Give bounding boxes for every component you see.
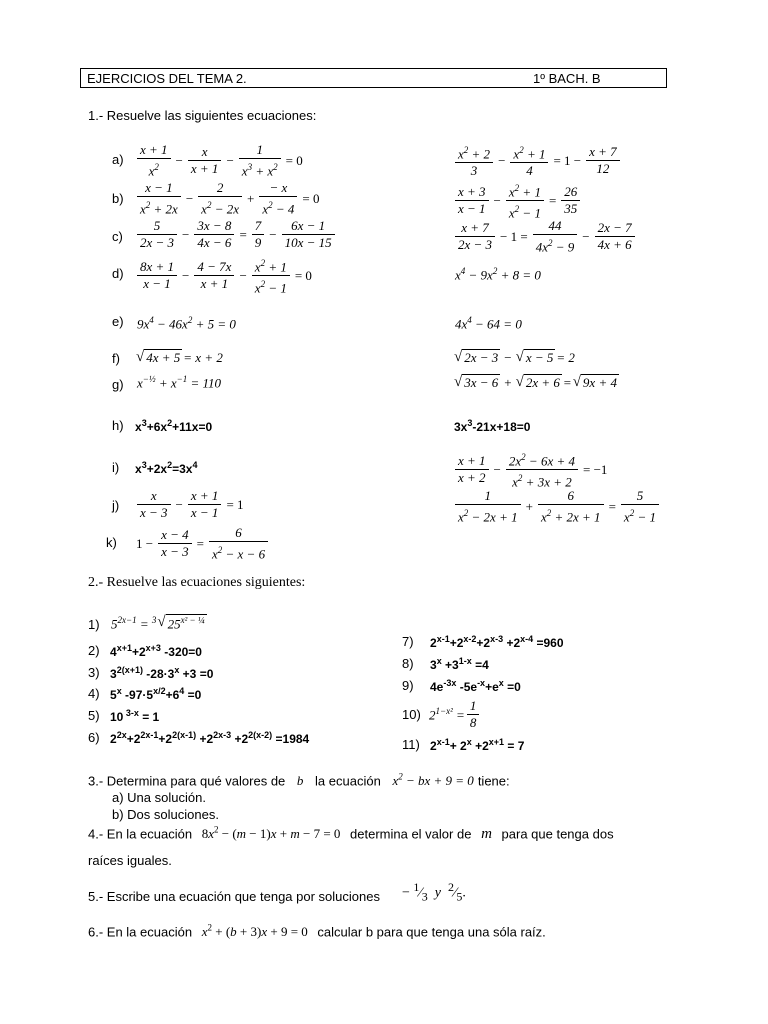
- equation-b-left: $\frac{x - 1}{x^2 + 2x}$ − $\frac{2}{x^2 - 2x}$ + $\frac{- x}{x^2 - 4}$ = 0: [136, 181, 324, 216]
- equation-c-right: $\frac{x + 7}{2x - 3}$ − 1 = $\frac{44}{4x^2 - 9}$ − $\frac{2x - 7}{4x + 6}$: [454, 219, 636, 254]
- label-e: e): [112, 314, 124, 329]
- section5-line: 5.- Escribe una ecuación que tenga por soluciones: [88, 889, 380, 904]
- label-a: a): [112, 152, 124, 167]
- section3-option-b: b) Dos soluciones.: [112, 807, 219, 822]
- equation-e-right: $4x^4 - 64 = 0$: [455, 315, 522, 332]
- section3-line: 3.- Determina para qué valores de b la ecuación $x^2$ − bx + 9 = 0 tiene:: [88, 772, 510, 789]
- label-c: c): [112, 229, 123, 244]
- header-box: [80, 68, 667, 88]
- label-g: g): [112, 377, 124, 392]
- header-course: 1º BACH. B: [533, 71, 601, 86]
- equation-2-3: $3^{2(x+1)}$ $-28\cdot 3^x +3 =0$: [110, 665, 214, 681]
- label-2-3: 3): [88, 665, 100, 680]
- var-m: m: [481, 826, 492, 843]
- section2-title: 2.- Resuelve las ecuaciones siguientes:: [88, 575, 306, 590]
- equation-2-4: 5$^x$ $-97\cdot 5^{x/2}+6^4 =0$: [110, 686, 202, 702]
- label-2-4: 4): [88, 686, 100, 701]
- label-i: i): [112, 460, 120, 475]
- section3-option-a: a) Una solución.: [112, 790, 206, 805]
- equation-f-right: √ 2x − 3 − √ x − 5 = 2: [454, 349, 575, 365]
- equation-d-left: $\frac{8x + 1}{x - 1}$ − $\frac{4 - 7x}{x + 1}$ − $\frac{x^2 + 1}{x^2 - 1}$ = 0: [136, 256, 316, 296]
- label-2-2: 2): [88, 643, 100, 658]
- equation-2-8: $3^x +3^{1-x} =4$: [430, 656, 489, 672]
- label-f: f): [112, 351, 120, 366]
- equation-2-2: $4^{x+1}+2^{x+3}$ -320=0: [110, 643, 202, 659]
- equation-2-7: $2^{x-1}+2^{x-2}+2^{x-3} +2^{x-4} =960$: [430, 634, 564, 650]
- equation-2-1: $5^{2x-1} = ^3$ √ $25^{x^2 - \frac{1}{4}}$: [111, 614, 205, 632]
- equation-h-left: $x^3+6x^2+11x=0$: [135, 418, 213, 434]
- header-title: EJERCICIOS DEL TEMA 2.: [87, 71, 247, 86]
- equation-2-10: $2^{1-x^2}$ = $\frac{1}{8}$: [428, 699, 480, 730]
- equation-4: $8x^2 - (m - 1)x + m - 7 = 0$: [201, 825, 341, 842]
- label-h: h): [112, 418, 124, 433]
- equation-f-left: √ 4x + 5 = x + 2: [136, 349, 223, 365]
- label-d: d): [112, 266, 124, 281]
- equation-g-left: $x^{-\frac{1}{2}} + x^{-1} = 110$: [137, 374, 222, 391]
- label-k: k): [106, 535, 117, 550]
- equation-j-right: $\frac{1}{x^2 - 2x + 1}$ + $\frac{6}{x^2 + 2x + 1}$ = $\frac{5}{x^2 - 1}$: [454, 489, 660, 524]
- equation-i-left: $x^3+2x^2=3x^4$: [135, 460, 198, 476]
- equation-g-right: √ 3x − 6 + √ 2x + 6 = √ 9x + 4: [454, 374, 617, 390]
- equation-6: $x^2 + (b + 3)x + 9 = 0$: [201, 923, 308, 940]
- equation-k: 1 − $\frac{x - 4}{x - 3}$ = $\frac{6}{x^2 - x - 6}$: [136, 526, 269, 561]
- equation-c-left: $\frac{5}{2x - 3}$ − $\frac{3x - 8}{4x - 6}$ = $\frac{7}{9}$ − $\frac{6x - 1}{10x - 15}$: [136, 219, 336, 250]
- equation-2-9: $4e^{-3x}$ $-5e^{-x}+e^x =0$: [430, 678, 521, 694]
- equation-i-right: $\frac{x + 1}{x + 2}$ − $\frac{2x^2 - 6x + 4}{x^2 + 3x + 2}$ = −1: [454, 450, 611, 490]
- equation-2-11: $2^{x-1}+ 2^x +2^{x+1} = 7$: [430, 737, 525, 753]
- equation-2-5: 10 $^{3-x}$ = 1: [110, 708, 160, 724]
- section4-line: 4.- En la ecuación $8x^2 - (m - 1)x + m - 7 = 0$ determina el valor de m para que tenga dos: [88, 825, 614, 843]
- var-b: b: [296, 773, 304, 789]
- label-2-11: 11): [402, 737, 420, 752]
- equation-d-right: $x^4 - 9x^2 + 8 = 0$: [455, 266, 541, 283]
- label-2-9: 9): [402, 678, 414, 693]
- section1-title: 1.- Resuelve las siguientes ecuaciones:: [88, 108, 317, 123]
- section4-line2: raíces iguales.: [88, 853, 172, 868]
- label-2-5: 5): [88, 708, 100, 723]
- label-2-10: 10): [402, 707, 421, 722]
- section6-line: 6.- En la ecuación $x^2 + (b + 3)x + 9 = 0$ calcular b para que tenga una sóla raíz.: [88, 923, 546, 940]
- label-2-7: 7): [402, 634, 414, 649]
- equation-b-right: $\frac{x + 3}{x - 1}$ − $\frac{x^2 + 1}{x^2 - 1}$ = $\frac{26}{35}$: [454, 181, 581, 221]
- equation-2-6: $2^{2x}+2^{2x-1}+2^{2(x-1)} +2^{2x-3} +2^{2(x-2)} =1984$: [110, 730, 310, 746]
- equation-a-right: $\frac{x^2 + 2}{3}$ − $\frac{x^2 + 1}{4}$ = 1 − $\frac{x + 7}{12}$: [454, 143, 621, 178]
- label-j: j): [112, 498, 120, 513]
- solutions-5: − $^1⁄_3$ y $^2⁄_5$.: [402, 880, 466, 904]
- equation-a-left: $\frac{x + 1}{x^2}$ − $\frac{x}{x + 1}$ − $\frac{1}{x^3 + x^2}$ = 0: [136, 143, 307, 178]
- label-2-1: 1): [88, 617, 100, 632]
- label-2-8: 8): [402, 656, 414, 671]
- label-b: b): [112, 191, 124, 206]
- equation-h-right: $3x^3-21x+18=0$: [454, 418, 531, 434]
- label-2-6: 6): [88, 730, 100, 745]
- equation-3: $x^2$ − bx + 9 = 0: [392, 772, 474, 789]
- equation-j-left: $\frac{x}{x - 3}$ − $\frac{x + 1}{x - 1}$ = 1: [136, 489, 248, 520]
- equation-e-left: $9x^4 - 46x^2 + 5 = 0$: [137, 315, 236, 332]
